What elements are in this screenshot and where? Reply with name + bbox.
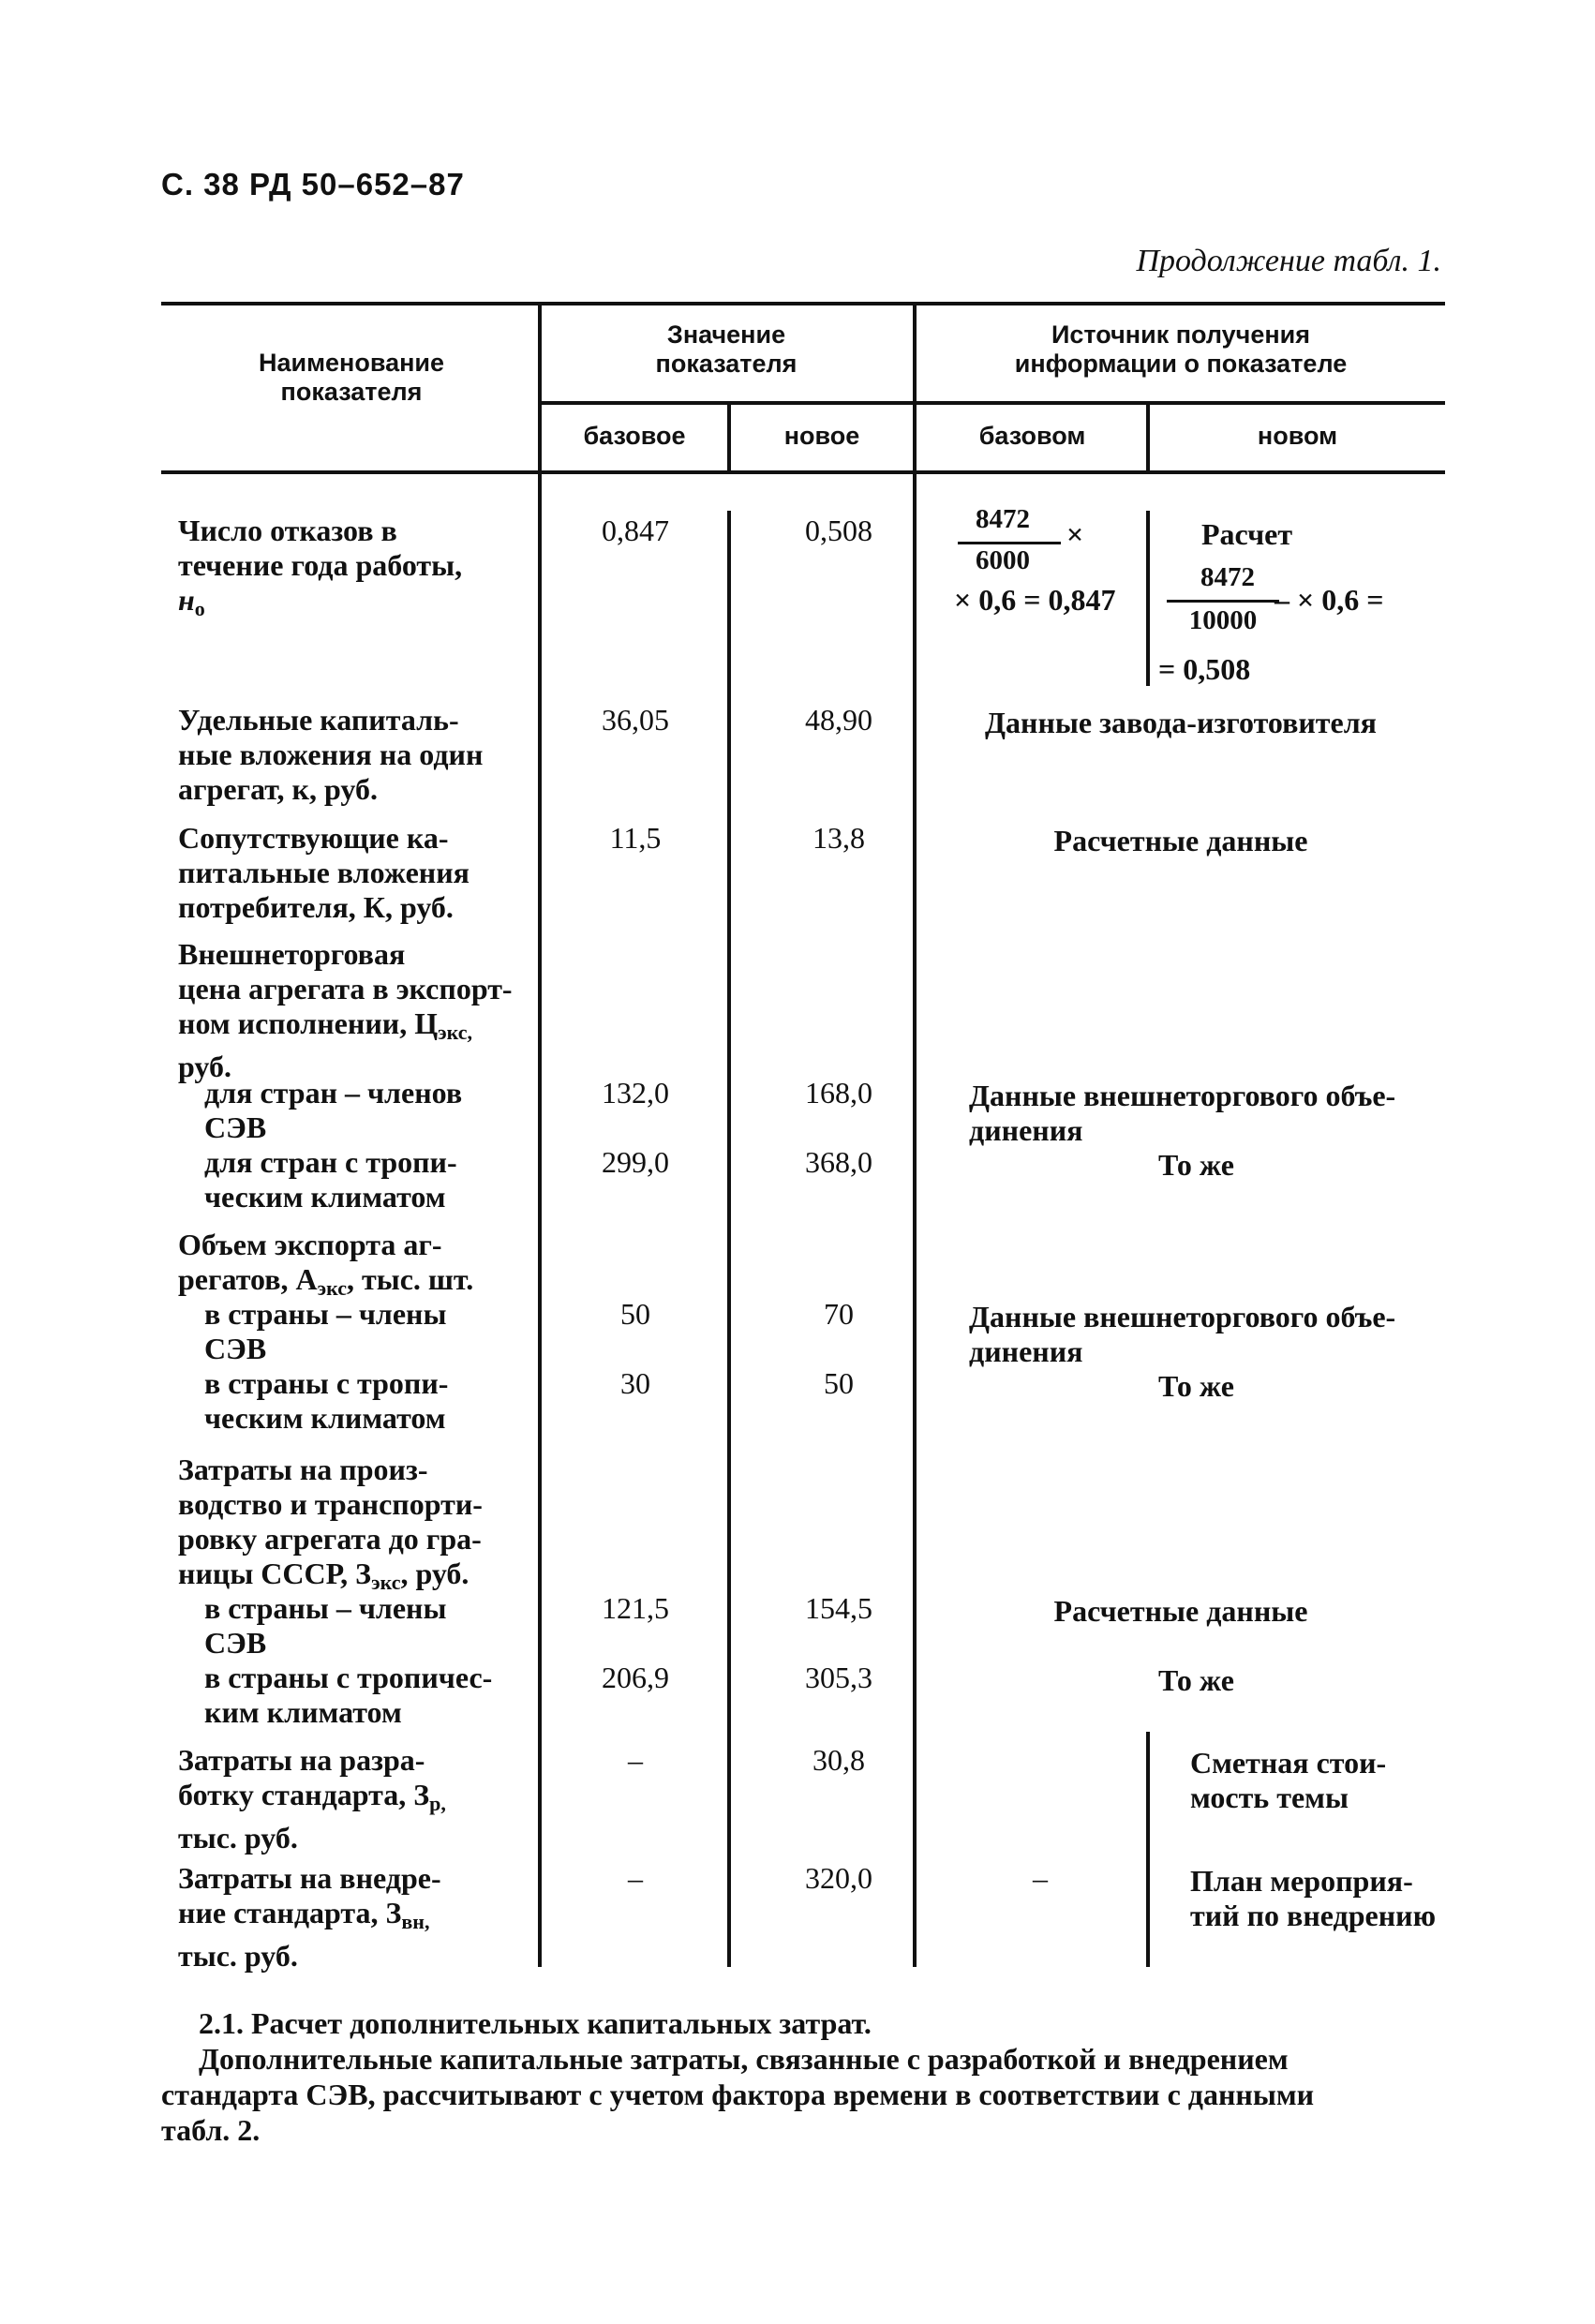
header-source: Источник получения информации о показателе: [1014, 320, 1348, 378]
row-export-tropic-new: 50: [824, 1366, 854, 1400]
row-export-tropic-name: в страны с тропи- ческим климатом: [204, 1366, 449, 1435]
calc-new-fraction-bar: [1167, 600, 1279, 603]
calc-new-result: = 0,508: [1158, 652, 1251, 686]
row-costs-tropic-source: То же: [1158, 1663, 1234, 1697]
row-costs-tropic-name: в страны с тропичес- ким климатом: [204, 1661, 493, 1729]
row-costs-tropic-base: 206,9: [602, 1661, 669, 1694]
row-accompanying-name: Сопутствующие ка- питальные вложения потребителя, К, руб.: [178, 821, 470, 924]
row-accompanying-source: Расчетные данные: [1053, 824, 1308, 857]
row-costs-cmea-new: 154,5: [805, 1591, 872, 1625]
row-price-cmea-source: Данные внешнеторгового объе- динения: [969, 1079, 1396, 1147]
row-impl-cost-new: 320,0: [805, 1861, 872, 1895]
row-price-tropic-new: 368,0: [805, 1145, 872, 1179]
row-dev-cost-new: 30,8: [812, 1743, 865, 1777]
row-export-cmea-name: в страны – члены СЭВ: [204, 1297, 447, 1365]
row-export-cmea-source: Данные внешнеторгового объе- динения: [969, 1300, 1396, 1368]
header-bottom-rule: [161, 470, 1445, 474]
row-accompanying-new: 13,8: [812, 821, 865, 855]
row-costs-head-name: Затраты на произ- водство и транспорти- ровку агрегата до гра- ницы СССР, $З_{экс}$, руб.: [178, 1452, 483, 1594]
row-capital-name: Удельные капиталь- ные вложения на один агрегат, к, руб.: [178, 703, 484, 806]
row-costs-cmea-source: Расчетные данные: [1053, 1594, 1308, 1628]
calc-base-numerator: 8472: [976, 504, 1030, 534]
table-top-rule: [161, 302, 1445, 305]
calc-new-denominator: 10000: [1188, 605, 1258, 635]
row-price-cmea-new: 168,0: [805, 1076, 872, 1110]
page-header: С. 38 РД 50–652–87: [161, 167, 465, 201]
row-impl-cost-source: План мероприя- тий по внедрению: [1190, 1864, 1437, 1932]
row-capital-source: Данные завода-изготовителя: [985, 706, 1377, 739]
header-mid-rule: [538, 401, 1445, 405]
row-export-head-name: Объем экспорта аг- регатов, $А_{экс}$, тыс. шт.: [178, 1228, 474, 1300]
row-costs-tropic-new: 305,3: [805, 1661, 872, 1694]
row-export-tropic-base: 30: [620, 1366, 650, 1400]
row-impl-cost-name: Затраты на внедре- ние стандарта, $З_{вн,}$ тыс. руб.: [178, 1861, 441, 1973]
row-accompanying-base: 11,5: [609, 821, 662, 855]
row-failures-new: 0,508: [805, 514, 872, 547]
row-costs-cmea-base: 121,5: [602, 1591, 669, 1625]
row-capital-new: 48,90: [805, 703, 872, 737]
row-impl-cost-source-base: –: [1033, 1861, 1048, 1895]
row-impl-cost-base: –: [628, 1861, 643, 1895]
row-price-cmea-name: для стран – членов СЭВ: [204, 1076, 463, 1144]
paragraph-line-1: Дополнительные капитальные затраты, связанные с разработкой и внедрением: [199, 2042, 1289, 2076]
row-price-tropic-name: для стран с тропи- ческим климатом: [204, 1145, 457, 1214]
calc-new-label: Расчет: [1201, 517, 1293, 551]
row-dev-cost-name: Затраты на разра- ботку стандарта, $З_{р,}$ тыс. руб.: [178, 1743, 446, 1855]
col-divider-3: [913, 302, 917, 1967]
row-export-cmea-base: 50: [620, 1297, 650, 1331]
row-dev-cost-base: –: [628, 1743, 643, 1777]
paragraph-line-2: стандарта СЭВ, рассчитывают с учетом фактора времени в соответствии с данными: [161, 2078, 1315, 2111]
row-costs-cmea-name: в страны – члены СЭВ: [204, 1591, 447, 1660]
calc-new-tail: – × 0,6 =: [1275, 583, 1384, 617]
paragraph-line-3: табл. 2.: [161, 2113, 261, 2147]
table-continuation-label: Продолжение табл. 1.: [1136, 244, 1441, 278]
subheader-base-value: базовое: [583, 422, 686, 450]
row-dev-cost-source: Сметная стои- мость темы: [1190, 1746, 1387, 1814]
calc-base-result: × 0,6 = 0,847: [954, 583, 1116, 617]
calc-new-numerator: 8472: [1200, 562, 1255, 592]
row-failures-base: 0,847: [602, 514, 669, 547]
row-failures-name: Число отказов в течение года работы, $н_о$: [178, 514, 463, 620]
row-capital-base: 36,05: [602, 703, 669, 737]
calc-base-denominator: 6000: [976, 545, 1030, 575]
row-price-tropic-source: То же: [1158, 1148, 1234, 1182]
subheader-new-value: новое: [783, 422, 860, 450]
subheader-new-source: новом: [1257, 422, 1338, 450]
header-name: Наименование показателя: [258, 349, 445, 406]
row-price-cmea-base: 132,0: [602, 1076, 669, 1110]
row-price-head-name: Внешнеторговая цена агрегата в экспорт- ном исполнении, $Ц_{экс,}$ руб.: [178, 937, 513, 1083]
row-price-tropic-base: 299,0: [602, 1145, 669, 1179]
subheader-base-source: базовом: [978, 422, 1086, 450]
calc-base-fraction-bar: [958, 542, 1061, 544]
row-export-cmea-new: 70: [824, 1297, 854, 1331]
header-value: Значение показателя: [655, 320, 798, 378]
col-divider-4-bottom: [1146, 1732, 1150, 1967]
col-divider-4-row1: [1146, 511, 1150, 686]
section-heading: 2.1. Расчет дополнительных капитальных затрат.: [199, 2006, 872, 2040]
calc-base-times: ×: [1066, 517, 1084, 551]
row-export-tropic-source: То же: [1158, 1369, 1234, 1403]
